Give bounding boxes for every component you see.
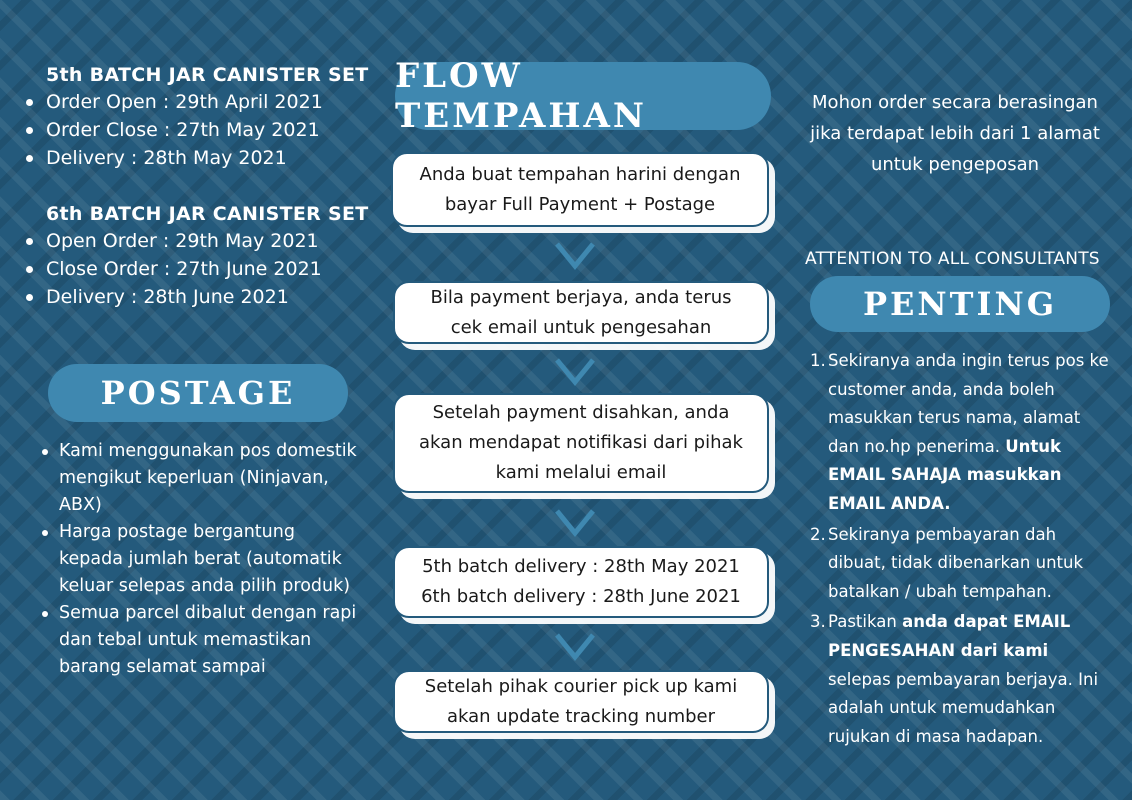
flow-step-text: Setelah pihak courier pick up kami akan update tracking number [424,675,738,727]
rule-highlight: anda dapat EMAIL PENGESAHAN dari kami [828,612,1071,660]
batch5-item: Order Open : 29th April 2021 [46,88,369,116]
rules-section [810,347,1110,751]
flow-step-5 [393,670,769,733]
flow-heading: FLOW TEMPAHAN [395,62,771,130]
flow-step-text: Anda buat tempahan harini dengan bayar Full Payment + Postage [419,163,741,215]
batch5-title: 5th BATCH JAR CANISTER SET [46,64,369,86]
rule-item [810,347,1110,519]
rule-number: 2. [810,524,826,544]
flow-step-text: Bila payment berjaya, anda terus cek email untuk pengesahan [430,286,732,338]
flow-step-3 [393,393,769,493]
batch6-item: Delivery : 28th June 2021 [46,283,369,311]
flow-step-text: Setelah payment disahkan, anda akan mendapat notifikasi dari pihak kami melalui email [419,402,743,483]
chevron-down-icon [555,236,595,276]
rule-highlight: Untuk EMAIL SAHAJA masukkan EMAIL ANDA. [828,436,1062,513]
penting-heading: PENTING [810,276,1110,332]
rules-list [810,347,1110,751]
rule-number: 3. [810,612,826,632]
rule-number: 1. [810,351,826,370]
rule-item [810,608,1110,751]
batch5-section [46,64,369,172]
postage-section [37,438,359,681]
batch6-section [46,203,369,311]
postage-heading: POSTAGE [48,364,348,422]
flow-step-1 [391,152,769,227]
batch5-item: Order Close : 27th May 2021 [46,116,369,144]
postage-item: Harga postage bergantung kepada jumlah berat (automatik keluar selepas anda pilih produk) [59,519,359,600]
flow-step-4 [393,546,769,618]
rule-item [810,521,1110,607]
batch6-item: Open Order : 29th May 2021 [46,227,369,255]
rule-text-pre: Pastikan [828,612,897,632]
postage-item: Kami menggunakan pos domestik mengikut keperluan (Ninjavan, ABX) [59,438,359,519]
order-note: Mohon order secara berasingan jika terdapat lebih dari 1 alamat untuk pengeposan [810,92,1100,175]
batch5-item: Delivery : 28th May 2021 [46,144,369,172]
attention-label: ATTENTION TO ALL CONSULTANTS [805,249,1100,269]
batch6-item: Close Order : 27th June 2021 [46,255,369,283]
rule-text: Sekiranya pembayaran dah dibuat, tidak dibenarkan untuk batalkan / ubah tempahan. [828,524,1084,601]
rule-text: Sekiranya anda ingin terus pos ke customer anda, anda boleh masukkan terus nama, alamat dan no.hp penerima. [828,351,1109,456]
chevron-down-icon [555,503,595,543]
batch6-title: 6th BATCH JAR CANISTER SET [46,203,369,225]
batch5-list [20,88,369,172]
postage-item: Semua parcel dibalut dengan rapi dan tebal untuk memastikan barang selamat sampai [59,600,359,681]
chevron-down-icon [555,627,595,667]
postage-list [37,438,359,681]
rule-text: selepas pembayaran berjaya. Ini adalah untuk memudahkan rujukan di masa hadapan. [828,669,1099,746]
chevron-down-icon [555,352,595,392]
flow-step-2 [393,281,769,344]
batch6-list [20,227,369,311]
flow-step-text: 5th batch delivery : 28th May 2021 6th batch delivery : 28th June 2021 [421,556,741,607]
